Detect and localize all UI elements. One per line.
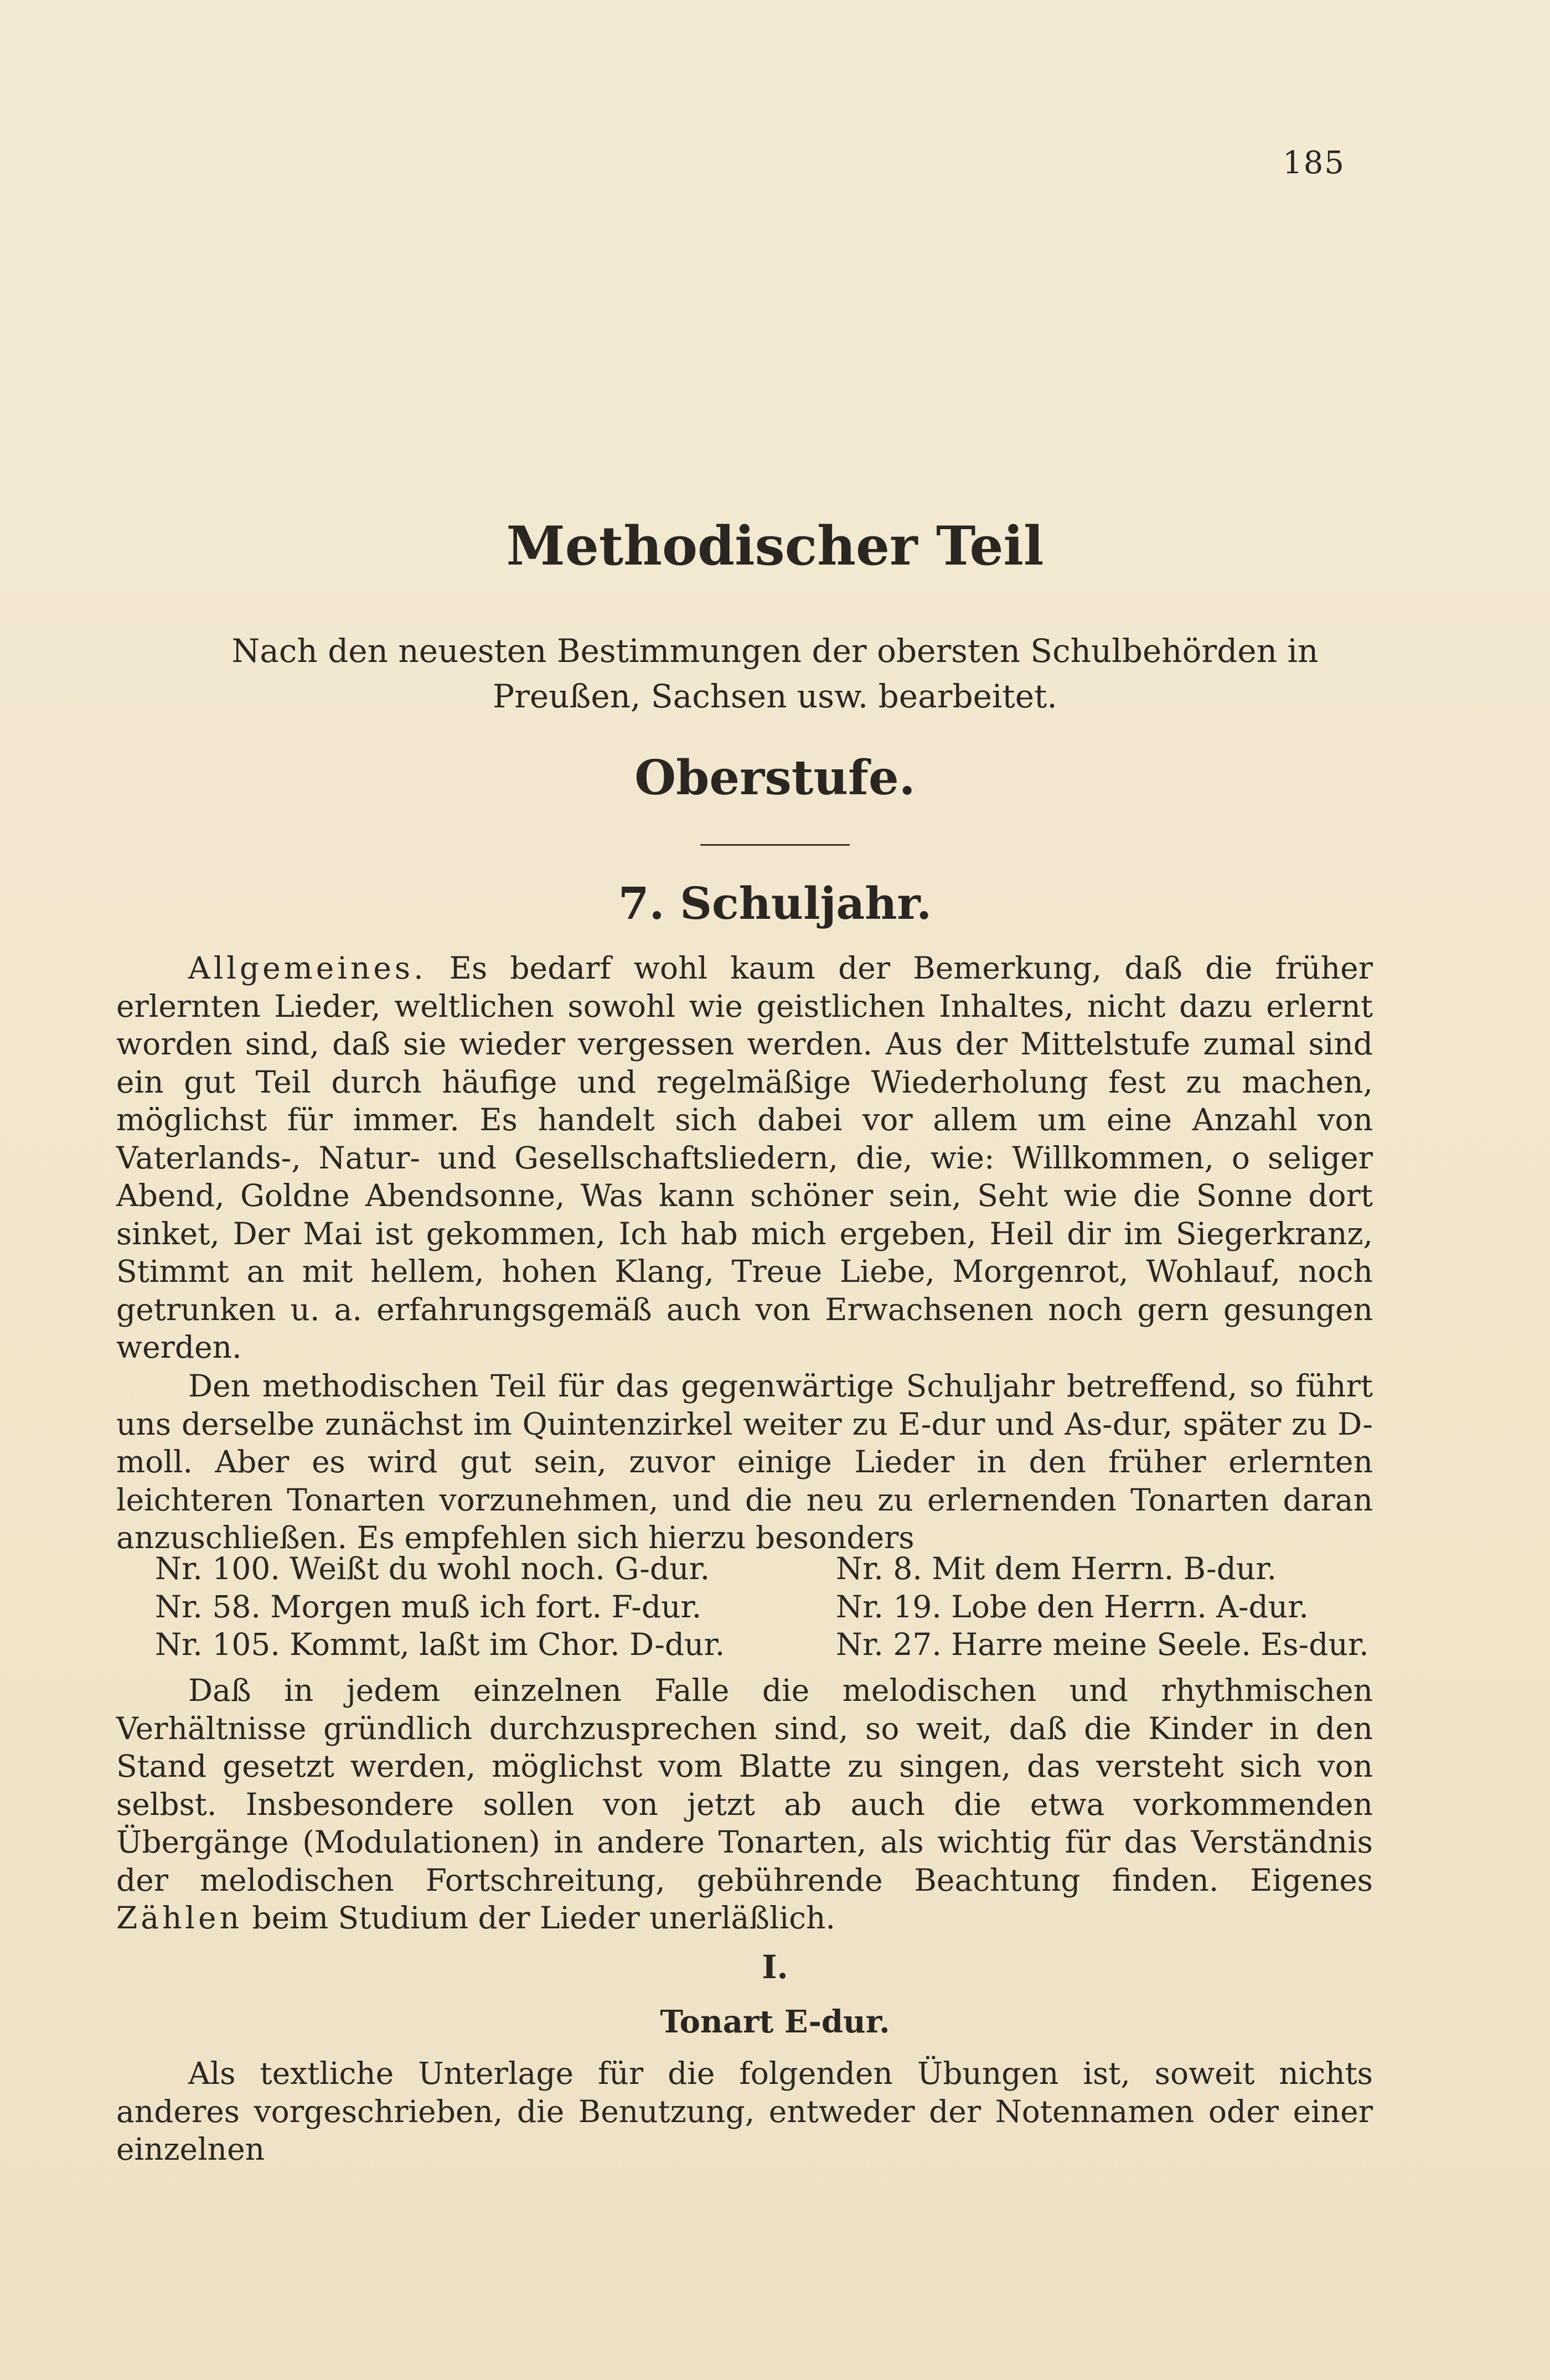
- song-entry: Nr. 8. Mit dem Herrn. B-dur.: [836, 1551, 1277, 1586]
- paragraph-general: [116, 949, 1373, 1367]
- paragraph-key: [116, 2055, 1373, 2169]
- grade-heading: 7. Schuljahr.: [618, 877, 932, 929]
- song-entry: Nr. 27. Harre meine Seele. Es-dur.: [836, 1627, 1369, 1662]
- song-row: [155, 1626, 1378, 1664]
- song-entry: Nr. 58. Morgen muß ich fort. F-dur.: [155, 1589, 702, 1624]
- section-number: I.: [762, 1948, 788, 1986]
- paragraph-body: Daß in jedem einzelnen Falle die melodischen und rhythmischen Verhältnisse gründlich durchzusprechen sind, so weit, daß die Kinder in den Stand gesetzt werden, möglichst vom Blatte zu singen, das versteht sich von selbst. Insbesondere sollen von jetzt ab auch die etwa vorkommenden Übergänge (Modulationen) in andere Tonarten, als wichtig für das Verständnis der melodischen Fortschreitung, gebührende Beachtung finden. Eigenes: [116, 1673, 1373, 1898]
- song-row: [155, 1550, 1378, 1588]
- page-number: 185: [1283, 145, 1345, 181]
- paragraph-body: beim Studium der Lieder unerläßlich.: [252, 1900, 835, 1936]
- song-entry: Nr. 19. Lobe den Herrn. A-dur.: [836, 1589, 1309, 1624]
- song-entry: Nr. 105. Kommt, laßt im Chor. D-dur.: [155, 1627, 725, 1662]
- paragraph-body: Es bedarf wohl kaum der Bemerkung, daß die früher erlernten Lieder, weltlichen sowohl wie geistlichen Inhaltes, nicht dazu erlernt worden sind, daß sie wieder vergessen werden. Aus der Mittelstufe zumal sind ein gut Teil durch häufige und regelmäßige Wiederholung fest zu machen, möglichst für immer. Es handelt sich dabei vor allem um eine Anzahl von Vaterlands-, Natur- und Gesellschaftsliedern, die, wie: Willkommen, o seliger Abend, Goldne Abendsonne, Was kann schöner sein, Seht wie die Sonne dort sinket, Der Mai ist gekommen, Ich hab mich ergeben, Heil dir im Siegerkranz, Stimmt an mit hellem, hohen Klang, Treue Liebe, Morgenrot, Wohlauf, noch getrunken u. a. erfahrungsgemäß auch von Erwachsenen noch gern gesungen werden.: [116, 950, 1373, 1365]
- paragraph-method: [116, 1367, 1373, 1557]
- level-heading: Oberstufe.: [634, 750, 916, 806]
- section-title: Tonart E-dur.: [660, 2004, 890, 2040]
- paragraph-lead: Allgemeines.: [188, 950, 427, 986]
- chapter-title: Methodischer Teil: [506, 515, 1044, 577]
- song-list: [155, 1550, 1378, 1664]
- paragraph-body: Als textliche Unterlage für die folgenden Übungen ist, soweit nichts anderes vorgeschrieben, die Benutzung, entweder der Notennamen oder einer einzelnen: [116, 2056, 1373, 2167]
- song-row: [155, 1588, 1378, 1626]
- song-entry: Nr. 100. Weißt du wohl noch. G-dur.: [155, 1551, 710, 1586]
- divider-rule: [700, 844, 850, 846]
- emphasized-word: Zählen: [116, 1900, 242, 1936]
- chapter-subtitle: Nach den neuesten Bestimmungen der obersten Schulbehörden in Preußen, Sachsen usw. bearbeitet.: [231, 632, 1319, 715]
- paragraph-analysis: [116, 1672, 1373, 1937]
- paragraph-body: Den methodischen Teil für das gegenwärtige Schuljahr betreffend, so führt uns derselbe zunächst im Quintenzirkel weiter zu E-dur und As-dur, später zu D-moll. Aber es wird gut sein, zuvor einige Lieder in den früher erlernten leichteren Tonarten vorzunehmen, und die neu zu erlernenden Tonarten daran anzuschließen. Es empfehlen sich hierzu besonders: [116, 1368, 1373, 1555]
